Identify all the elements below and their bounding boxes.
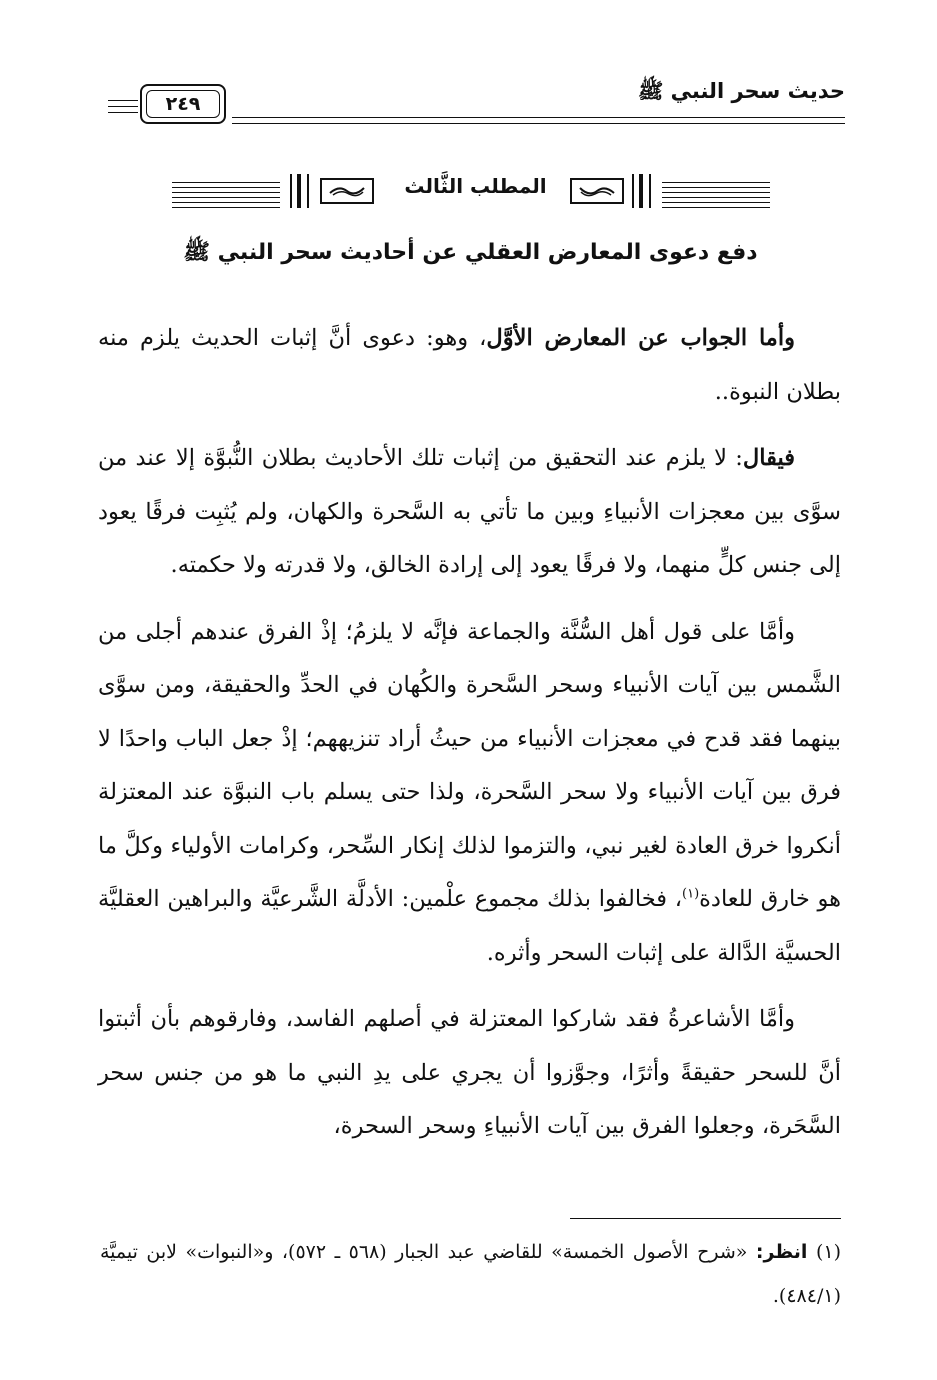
page-number-frame	[140, 84, 226, 124]
section-heading-ornament	[0, 170, 937, 220]
running-title: حديث سحر النبي ﷺ	[637, 79, 845, 103]
paragraph-lead: وأما الجواب عن المعارض الأوَّل	[486, 325, 795, 351]
chapter-heading: دفع دعوى المعارض العقلي عن أحاديث سحر النبي ﷺ	[183, 240, 758, 265]
paragraph-lead: فيقال	[742, 445, 796, 471]
paragraph-text: ، وهو: دعوى أنَّ إثبات الحديث يلزم منه بطلان النبوة..	[98, 325, 841, 405]
page-number-ornament-line	[108, 100, 138, 101]
ornament-lines-left	[172, 178, 280, 208]
ornament-lines-right	[662, 178, 770, 208]
footnote-number: (١)	[815, 1241, 842, 1263]
page-number-ornament-line	[108, 112, 138, 113]
footnote-text: «شرح الأصول الخمسة» للقاضي عبد الجبار (٥٦٨ ـ ٥٧٢)، و«النبوات» لابن تيميَّة (٤٨٤/١).	[100, 1241, 841, 1307]
paragraph-text: : لا يلزم عند التحقيق من إثبات تلك الأحاديث بطلان النُّبوَّة إلا عند من سوَّى بين معجزات الأنبياءِ وبين ما تأتي به السَّحرة والكهان، ولم يُثبِت فرقًا يعود إلى جنس كلٍّ منهما، ولا فرقًا يعود إلى إرادة الخالق، ولا قدرته ولا حكمته.	[98, 445, 841, 578]
page-number: ٢٤٩	[165, 93, 201, 115]
ornament-flourish-left-icon	[320, 178, 374, 204]
footnote-separator	[570, 1218, 841, 1219]
footnote-reference[interactable]: (١)	[682, 886, 700, 902]
ornament-bars-left	[288, 174, 314, 208]
paragraph	[98, 432, 841, 593]
body-text	[98, 312, 841, 1167]
header-rule	[232, 117, 845, 118]
footnote-lead: انظر:	[755, 1241, 808, 1263]
paragraph-text: وأمَّا الأشاعرةُ فقد شاركوا المعتزلة في أصلهم الفاسد، وفارقوهم بأن أثبتوا أنَّ للسحر حقيقةً وأثرًا، وجوَّزوا أن يجري على يدِ النبي ما هو من جنس سحر السَّحَرة، وجعلوا الفرق بين آيات الأنبياءِ وسحر السحرة،	[98, 1006, 841, 1139]
paragraph-text: ، فخالفوا بذلك مجموع علْمين: الأدلَّة الشَّرعيَّة والبراهين العقليَّة الحسيَّة الدَّالة على إثبات السحر وأثره.	[98, 886, 841, 966]
header-rule	[232, 123, 845, 124]
footnote	[100, 1230, 841, 1318]
paragraph	[98, 993, 841, 1154]
paragraph	[98, 606, 841, 981]
paragraph	[98, 312, 841, 419]
section-label: المطلب الثَّالث	[404, 174, 547, 198]
paragraph-text: وأمَّا على قول أهل السُّنَّة والجماعة فإنَّه لا يلزمُ؛ إذْ الفرق عندهم أجلى من الشَّمس بين آيات الأنبياء وسحر السَّحرة والكُهان في الحدِّ والحقيقة، ومن سوَّى بينهما فقد قدح في معجزات الأنبياء من حيثُ أراد تنزيههم؛ إذْ جعل الباب واحدًا لا فرق بين آيات الأنبياء ولا سحر السَّحرة، ولذا حتى يسلم باب النبوَّة عند المعتزلة أنكروا خرق العادة لغير نبي، والتزموا لذلك إنكار السِّحر، وكرامات الأولياء وكلَّ ما هو خارق للعادة	[98, 618, 841, 912]
page-number-ornament-line	[108, 106, 138, 107]
ornament-bars-right	[630, 174, 656, 208]
ornament-flourish-right-icon	[570, 178, 624, 204]
